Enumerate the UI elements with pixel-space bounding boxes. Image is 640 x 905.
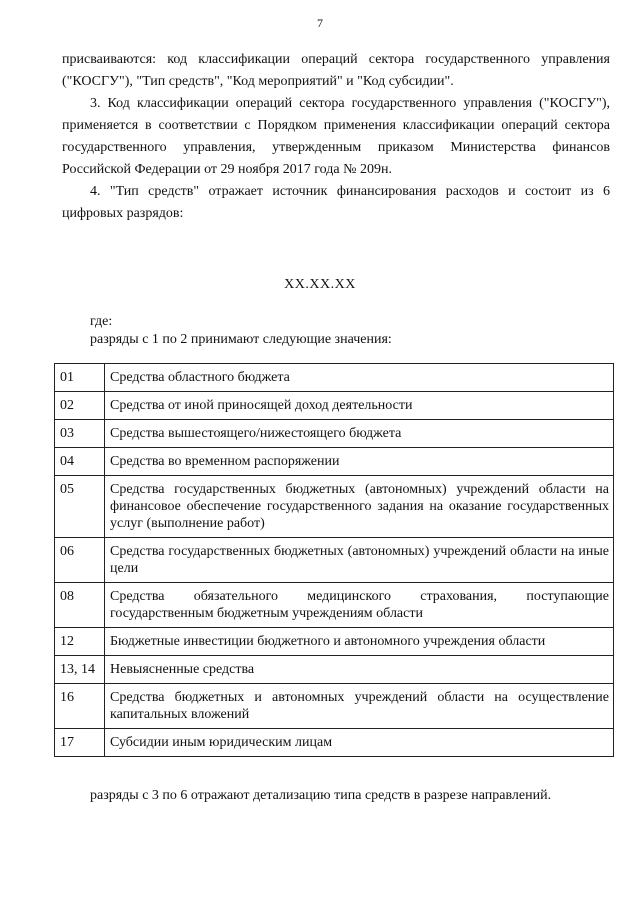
paragraph-fund-type: 4. "Тип средств" отражает источник финансирования расходов и состоит из 6 цифровых разрядов: (62, 184, 610, 221)
paragraph-kosgu: 3. Код классификации операций сектора государственного управления ("КОСГУ"), применяется в соответствии с Порядком применения классификации операций сектора государственного управления, утвержденным приказом Министерства финансов Российской Федерации от 29 ноября 2017 года № 209н. (62, 96, 610, 177)
fund-type-code: 08 (55, 583, 105, 628)
body-text (62, 49, 610, 225)
table-row (55, 583, 614, 628)
fund-type-code: 02 (55, 392, 105, 420)
fund-type-code: 05 (55, 476, 105, 538)
table-row (55, 420, 614, 448)
table-row (55, 538, 614, 583)
fund-type-description: Средства от иной приносящей доход деятельности (105, 392, 614, 420)
fund-type-code: 06 (55, 538, 105, 583)
table-row (55, 476, 614, 538)
fund-type-code: 04 (55, 448, 105, 476)
fund-types-table (54, 363, 614, 757)
fund-type-description: Средства государственных бюджетных (автономных) учреждений области на финансовое обеспечение государственного задания на оказание государственных услуг (выполнение работ) (105, 476, 614, 538)
table-row (55, 392, 614, 420)
fund-type-code: 03 (55, 420, 105, 448)
table-row (55, 364, 614, 392)
fund-type-description: Средства во временном распоряжении (105, 448, 614, 476)
table-row (55, 684, 614, 729)
table-row (55, 628, 614, 656)
fund-type-code: 12 (55, 628, 105, 656)
fund-type-description: Средства вышестоящего/нижестоящего бюджета (105, 420, 614, 448)
digits-intro: разряды с 1 по 2 принимают следующие значения: (90, 332, 392, 347)
fund-type-code: 16 (55, 684, 105, 729)
fund-type-description: Бюджетные инвестиции бюджетного и автономного учреждения области (105, 628, 614, 656)
fund-type-description: Средства областного бюджета (105, 364, 614, 392)
fund-type-description: Средства бюджетных и автономных учреждений области на осуществление капитальных вложений (105, 684, 614, 729)
fund-type-description: Субсидии иным юридическим лицам (105, 729, 614, 757)
where-label: где: (90, 314, 113, 329)
fund-type-code: 13, 14 (55, 656, 105, 684)
code-format: XX.XX.XX (284, 277, 356, 292)
fund-type-code: 17 (55, 729, 105, 757)
table-row (55, 448, 614, 476)
page-number: 7 (317, 16, 323, 30)
fund-type-code: 01 (55, 364, 105, 392)
fund-type-description: Средства государственных бюджетных (автономных) учреждений области на иные цели (105, 538, 614, 583)
where-block (90, 313, 392, 349)
fund-type-description: Невыясненные средства (105, 656, 614, 684)
table-row (55, 729, 614, 757)
table-row (55, 656, 614, 684)
fund-type-description: Средства обязательного медицинского страхования, поступающие государственным бюджетным учреждениям области (105, 583, 614, 628)
digits-detail-text: разряды с 3 по 6 отражают детализацию типа средств в разрезе направлений. (90, 788, 552, 803)
paragraph-continuation: присваиваются: код классификации операций сектора государственного управления ("КОСГУ"), "Тип средств", "Код мероприятий" и "Код субсидии". (62, 52, 610, 89)
